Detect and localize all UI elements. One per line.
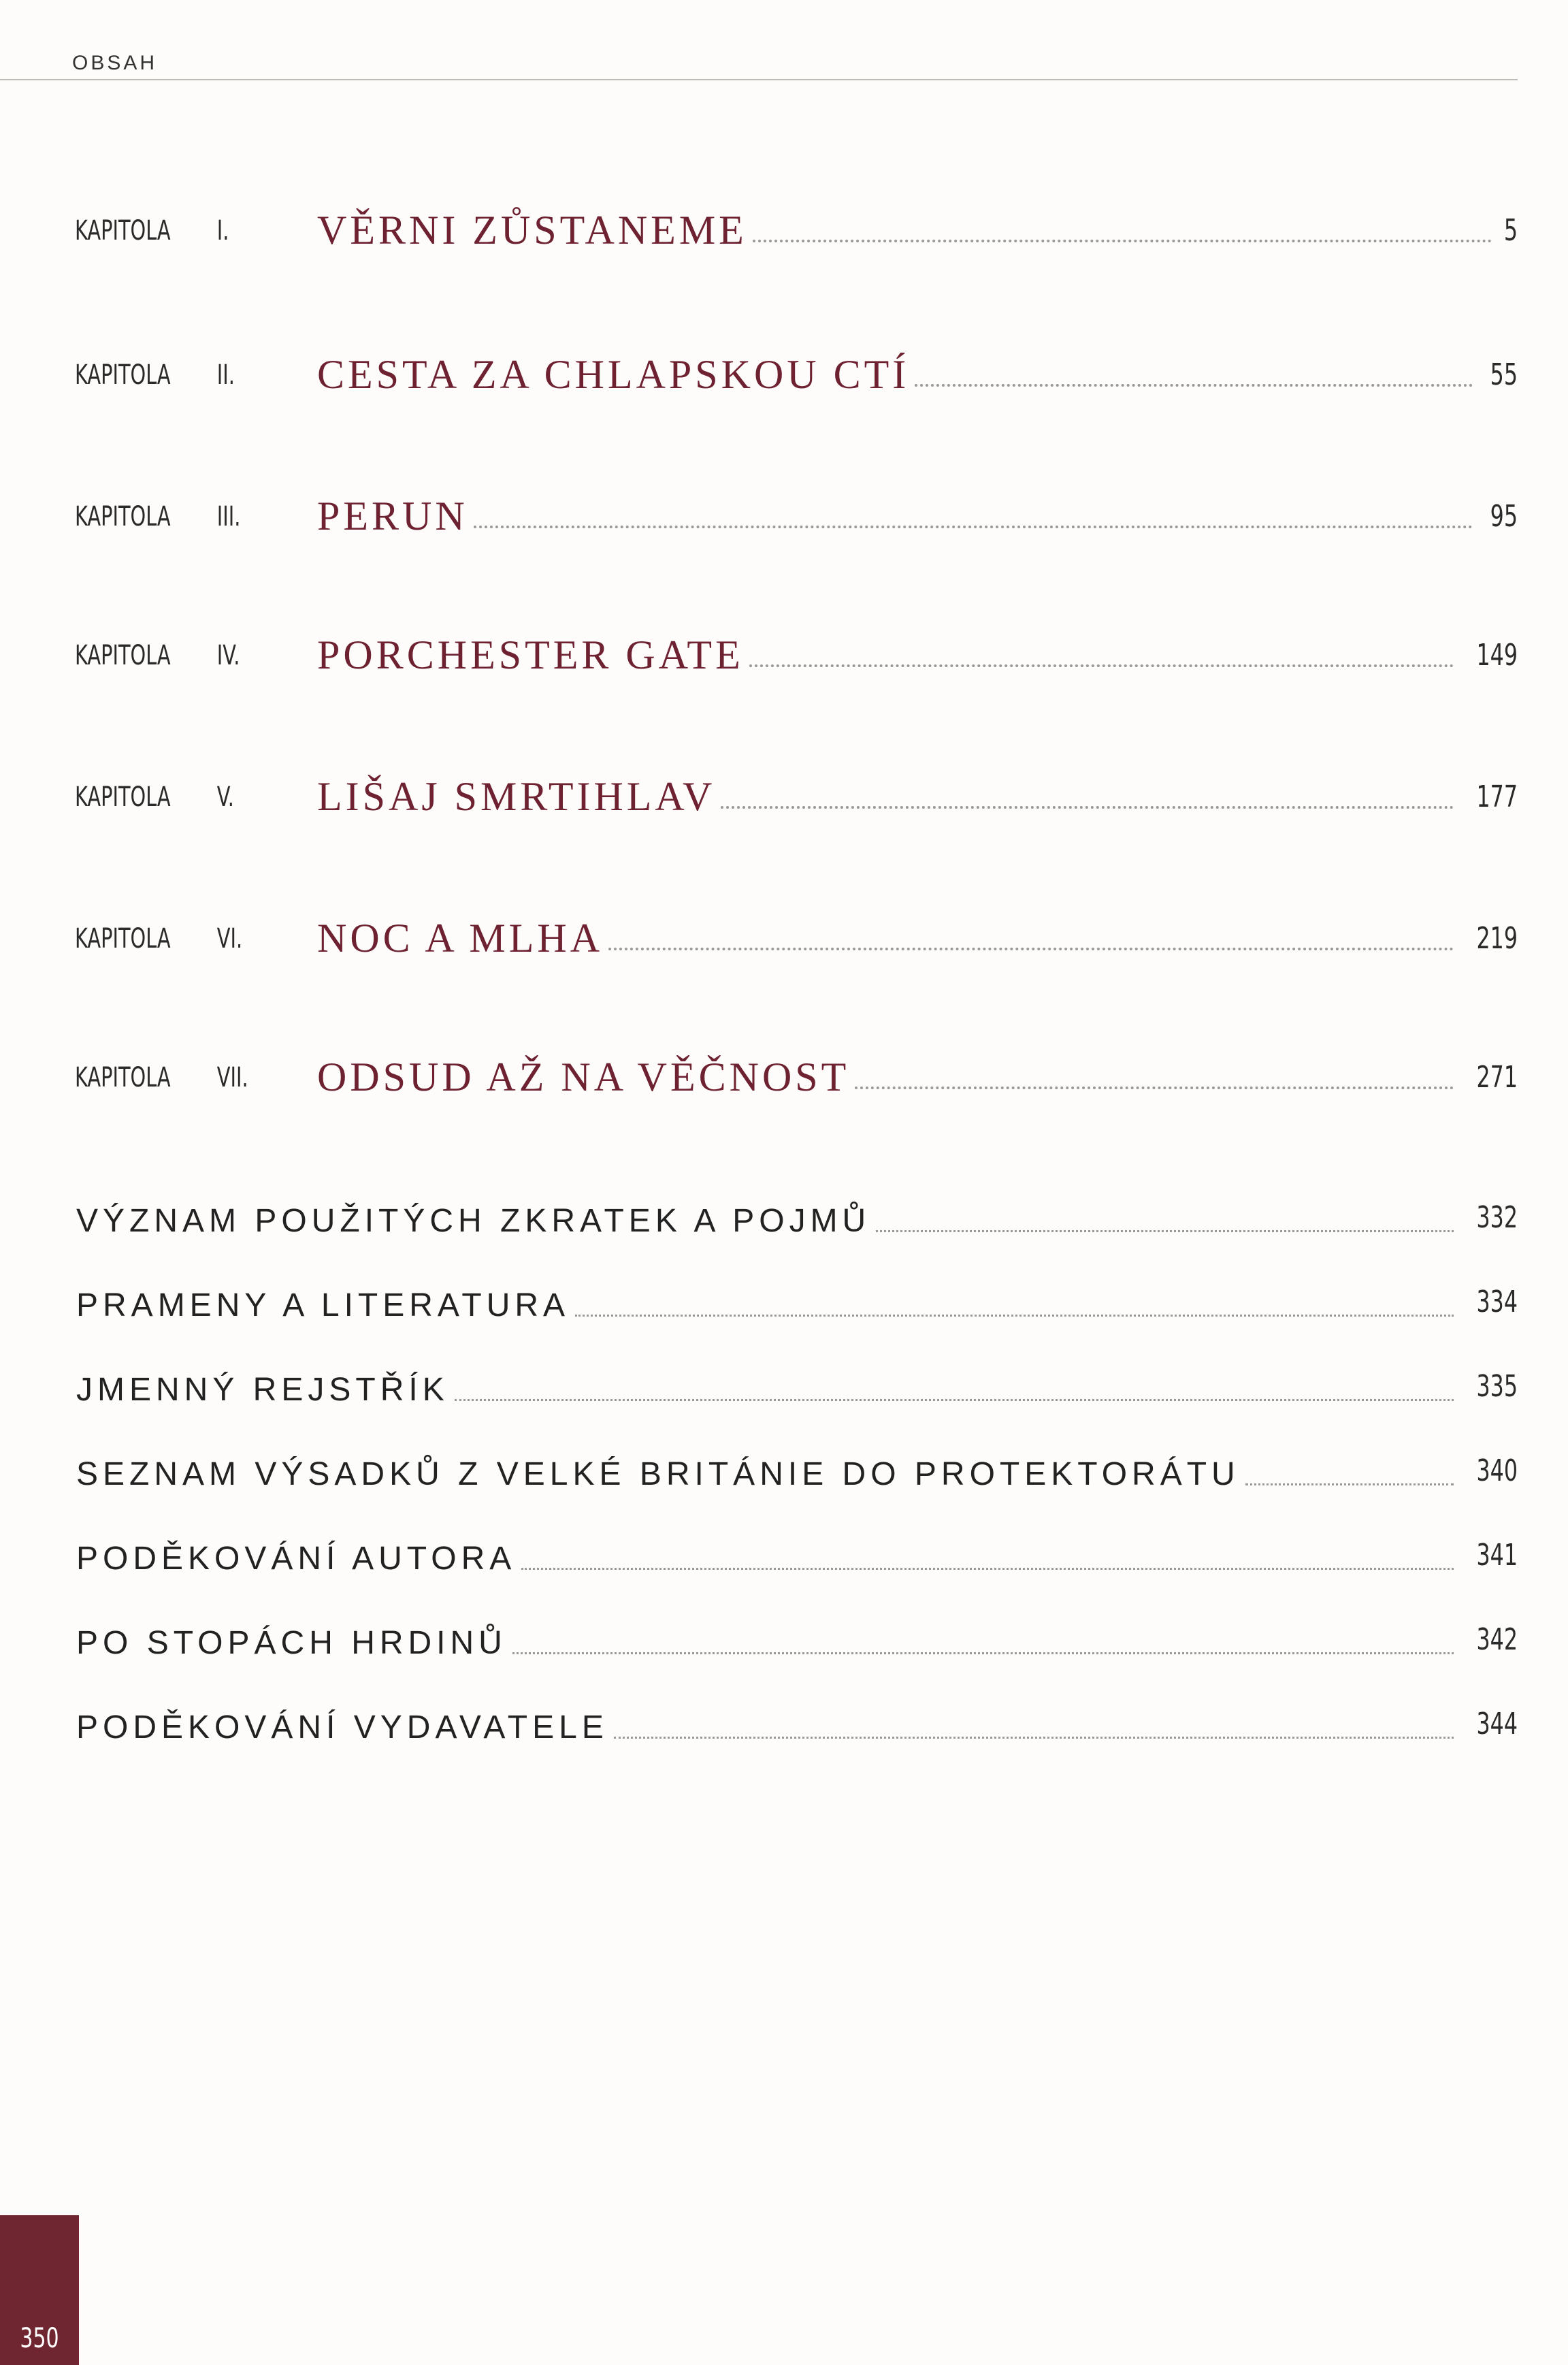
chapter-kicker: KAPITOLA II. (75, 359, 235, 391)
chapter-title: VĚRNI ZŮSTANEME (317, 208, 747, 253)
chapter-page-number: 55 (1490, 357, 1518, 392)
dot-leader (608, 948, 1454, 950)
chapter-page-number: 95 (1490, 499, 1518, 534)
appendix-page-number: 340 (1476, 1453, 1518, 1488)
chapter-kicker: KAPITOLA V. (75, 782, 234, 813)
chapter-kicker: KAPITOLA IV. (75, 640, 240, 671)
appendix-entry-6[interactable] (76, 1612, 1518, 1660)
chapter-entry-4[interactable] (75, 621, 1518, 675)
appendix-entry-3[interactable] (76, 1359, 1518, 1406)
chapter-entry-7[interactable] (75, 1043, 1518, 1097)
appendix-entry-2[interactable] (76, 1274, 1518, 1322)
chapter-entry-6[interactable] (75, 904, 1518, 959)
dot-leader (474, 526, 1473, 528)
appendix-title: PRAMENY A LITERATURA (76, 1287, 570, 1323)
chapter-title: LIŠAJ SMRTIHLAV (317, 774, 716, 819)
chapter-entry-5[interactable] (75, 762, 1518, 817)
appendix-title: SEZNAM VÝSADKŮ Z VELKÉ BRITÁNIE DO PROTEKTORÁTU (76, 1456, 1240, 1492)
chapter-title: PORCHESTER GATE (317, 632, 744, 677)
running-header (0, 0, 1518, 80)
appendix-page-number: 335 (1476, 1369, 1518, 1404)
chapter-title: PERUN (317, 494, 468, 538)
chapter-page-number: 271 (1476, 1060, 1518, 1095)
appendix-page-number: 344 (1476, 1707, 1518, 1741)
chapter-kicker: KAPITOLA VI. (75, 923, 243, 954)
appendix-entry-7[interactable] (76, 1696, 1518, 1744)
chapter-page-number: 219 (1476, 921, 1518, 956)
chapter-page-number: 149 (1476, 638, 1518, 673)
dot-leader (614, 1737, 1454, 1739)
dot-leader (455, 1399, 1454, 1401)
dot-leader (915, 384, 1473, 387)
appendix-title: JMENNÝ REJSTŘÍK (76, 1372, 449, 1408)
header-label: OBSAH (72, 52, 158, 74)
chapter-page-number: 177 (1476, 779, 1518, 814)
chapter-entry-2[interactable] (75, 340, 1518, 395)
dot-leader (876, 1230, 1454, 1232)
chapter-page-number: 5 (1503, 213, 1518, 248)
appendix-page-number: 332 (1476, 1200, 1518, 1235)
appendix-entry-4[interactable] (76, 1443, 1518, 1491)
appendix-page-number: 342 (1476, 1622, 1518, 1657)
appendix-title: PODĚKOVÁNÍ VYDAVATELE (76, 1709, 608, 1745)
chapter-kicker: KAPITOLA I. (75, 215, 229, 246)
appendix-title: PO STOPÁCH HRDINŮ (76, 1625, 507, 1661)
appendix-page-number: 334 (1476, 1285, 1518, 1319)
chapter-entry-1[interactable] (75, 196, 1518, 251)
chapter-title: CESTA ZA CHLAPSKOU CTÍ (317, 352, 910, 397)
appendix-entry-1[interactable] (76, 1190, 1518, 1238)
chapter-kicker: KAPITOLA VII. (75, 1062, 248, 1093)
dot-leader (749, 664, 1454, 667)
dot-leader (1245, 1483, 1454, 1485)
chapter-kicker: KAPITOLA III. (75, 501, 241, 532)
chapter-entry-3[interactable] (75, 482, 1518, 536)
dot-leader (855, 1087, 1454, 1089)
page-number: 350 (20, 2323, 59, 2354)
dot-leader (721, 806, 1454, 809)
chapter-title: NOC A MLHA (317, 916, 604, 961)
appendix-page-number: 341 (1476, 1538, 1518, 1573)
dot-leader (521, 1568, 1454, 1570)
chapter-title: ODSUD AŽ NA VĚČNOST (317, 1055, 850, 1099)
dot-leader (575, 1315, 1454, 1317)
dot-leader (512, 1652, 1454, 1654)
dot-leader (753, 240, 1492, 242)
appendix-title: PODĚKOVÁNÍ AUTORA (76, 1541, 517, 1577)
appendix-title: VÝZNAM POUŽITÝCH ZKRATEK A POJMŮ (76, 1203, 871, 1239)
appendix-entry-5[interactable] (76, 1528, 1518, 1575)
